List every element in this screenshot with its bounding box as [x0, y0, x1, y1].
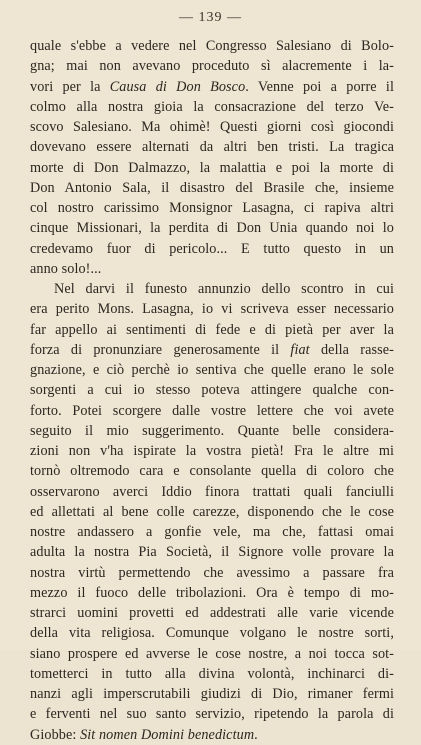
text-run: osservarono averci Iddio finora trattati quali fanciulli: [30, 483, 394, 500]
text-run: seguito il mio suggerimento. Quante belle considera-: [30, 422, 394, 439]
text-line: [30, 77, 394, 97]
text-run: della rasse-: [309, 341, 394, 358]
text-line: [30, 380, 394, 400]
text-line: [30, 563, 394, 583]
text-line: [30, 401, 394, 421]
text-line: [30, 56, 394, 76]
text-line: [30, 36, 394, 56]
text-line: [30, 117, 394, 137]
text-line: [30, 158, 394, 178]
text-run: adulta la nostra Pia Società, il Signore volle provare la: [30, 544, 394, 561]
paragraph: [30, 36, 394, 279]
text-run: ed allettati al bene colle carezze, disponendo che le cose: [30, 503, 394, 520]
text-run: siano prospere ed avverse le cose nostre, a noi tocca sot-: [30, 645, 394, 662]
text-line: [30, 623, 394, 643]
text-run: col nostro carissimo Monsignor Lasagna, ci rapiva altri: [30, 200, 394, 216]
text-line: [30, 198, 394, 218]
text-line: [30, 360, 394, 380]
text-line: [30, 603, 394, 623]
text-line: [30, 502, 394, 522]
text-run: colmo alla nostra gioia la consacrazione del terzo Ve-: [30, 98, 394, 115]
text-run: tometterci in tutto alla divina volontà, inchinarci di-: [30, 665, 394, 682]
text-line: [30, 725, 394, 745]
text-line: [30, 178, 394, 198]
text-run: Nel darvi il funesto annunzio dello scontro in cui: [54, 281, 394, 297]
italic-text: Causa di Don Bosco: [109, 78, 246, 95]
text-run: cinque Missionari, la perdita di Don Unia quando noi lo: [30, 220, 394, 237]
text-run: nostra virtù permettendo che avessimo a passare fra: [30, 564, 394, 581]
text-line: [30, 482, 394, 502]
paragraph: [30, 279, 394, 745]
text-run: .: [254, 726, 258, 743]
text-run: strarci uomini provetti ed addestrati alle varie vicende: [30, 605, 394, 621]
text-run: gnazione, e ciò perchè io sentiva che quelle erano le sole: [30, 362, 394, 378]
text-line: [30, 137, 394, 157]
italic-text: Sit nomen Domini benedictum: [80, 726, 255, 743]
text-run: Don Antonio Sala, il disastro del Brasile che, insieme: [30, 179, 394, 196]
text-line: [30, 684, 394, 704]
text-line: [30, 340, 394, 360]
text-run: forza di pronunziare generosamente il: [30, 341, 291, 358]
body-text: [30, 36, 394, 745]
text-run: mezzo il fuoco delle tribolazioni. Ora è tempo di mo-: [30, 584, 394, 601]
italic-text: fiat: [290, 341, 310, 358]
text-run: Giobbe:: [30, 726, 81, 743]
text-line: [30, 522, 394, 542]
text-run: dovevano essere alternati da altri ben tristi. La tragica: [30, 139, 394, 156]
text-run: quale s'ebbe a vedere nel Congresso Salesiano di Bolo-: [30, 38, 394, 54]
text-line: [30, 664, 394, 684]
text-line: [30, 542, 394, 562]
text-line: [30, 704, 394, 724]
text-run: nanzi agli imperscrutabili giudizi di Dio, rimaner fermi: [30, 686, 394, 702]
text-run: della vita religiosa. Comunque volgano le nostre sorti,: [30, 625, 394, 642]
text-run: . Venne poi a porre il: [245, 78, 394, 95]
text-run: morte di Don Dalmazzo, la malattia e poi la morte di: [30, 159, 394, 176]
page-number: — 139 —: [179, 10, 242, 25]
text-line: [30, 239, 394, 259]
text-run: far appello ai sentimenti di fede e di pietà per aver la: [30, 321, 394, 338]
text-line: [30, 320, 394, 340]
text-run: anno solo!...: [30, 260, 102, 277]
text-run: era perito Mons. Lasagna, io vi scriveva esser necessario: [30, 301, 394, 318]
text-line: [30, 583, 394, 603]
text-run: e ferventi nel suo santo servizio, ripetendo la parola di: [30, 706, 394, 723]
text-run: scovo Salesiano. Ma ohimè! Questi giorni così giocondi: [30, 119, 394, 135]
text-line: [30, 259, 394, 279]
text-run: vori per la: [30, 78, 110, 95]
text-line: [30, 299, 394, 319]
text-line: [30, 644, 394, 664]
text-line: [30, 421, 394, 441]
text-run: credevamo fuor di pericolo... E tutto questo in un: [30, 240, 394, 257]
text-run: tornò oltremodo cara e consolante quella di coloro che: [30, 463, 394, 480]
text-run: nostre andassero a gonfie vele, ma che, fattasi omai: [30, 524, 394, 540]
text-line: [30, 218, 394, 238]
text-run: zioni non v'ha ispirate la vostra pietà! Fra le altre mi: [30, 443, 394, 459]
text-line: [30, 461, 394, 481]
text-run: gna; mai non avevano proceduto sì alacremente i la-: [30, 58, 394, 75]
text-line: [30, 97, 394, 117]
text-line: [30, 441, 394, 461]
text-run: forto. Potei scorgere dalle vostre lettere che voi avete: [30, 402, 394, 419]
text-line: [30, 279, 394, 299]
text-run: sorgenti a cui io stesso poteva attingere qualche con-: [30, 382, 394, 399]
